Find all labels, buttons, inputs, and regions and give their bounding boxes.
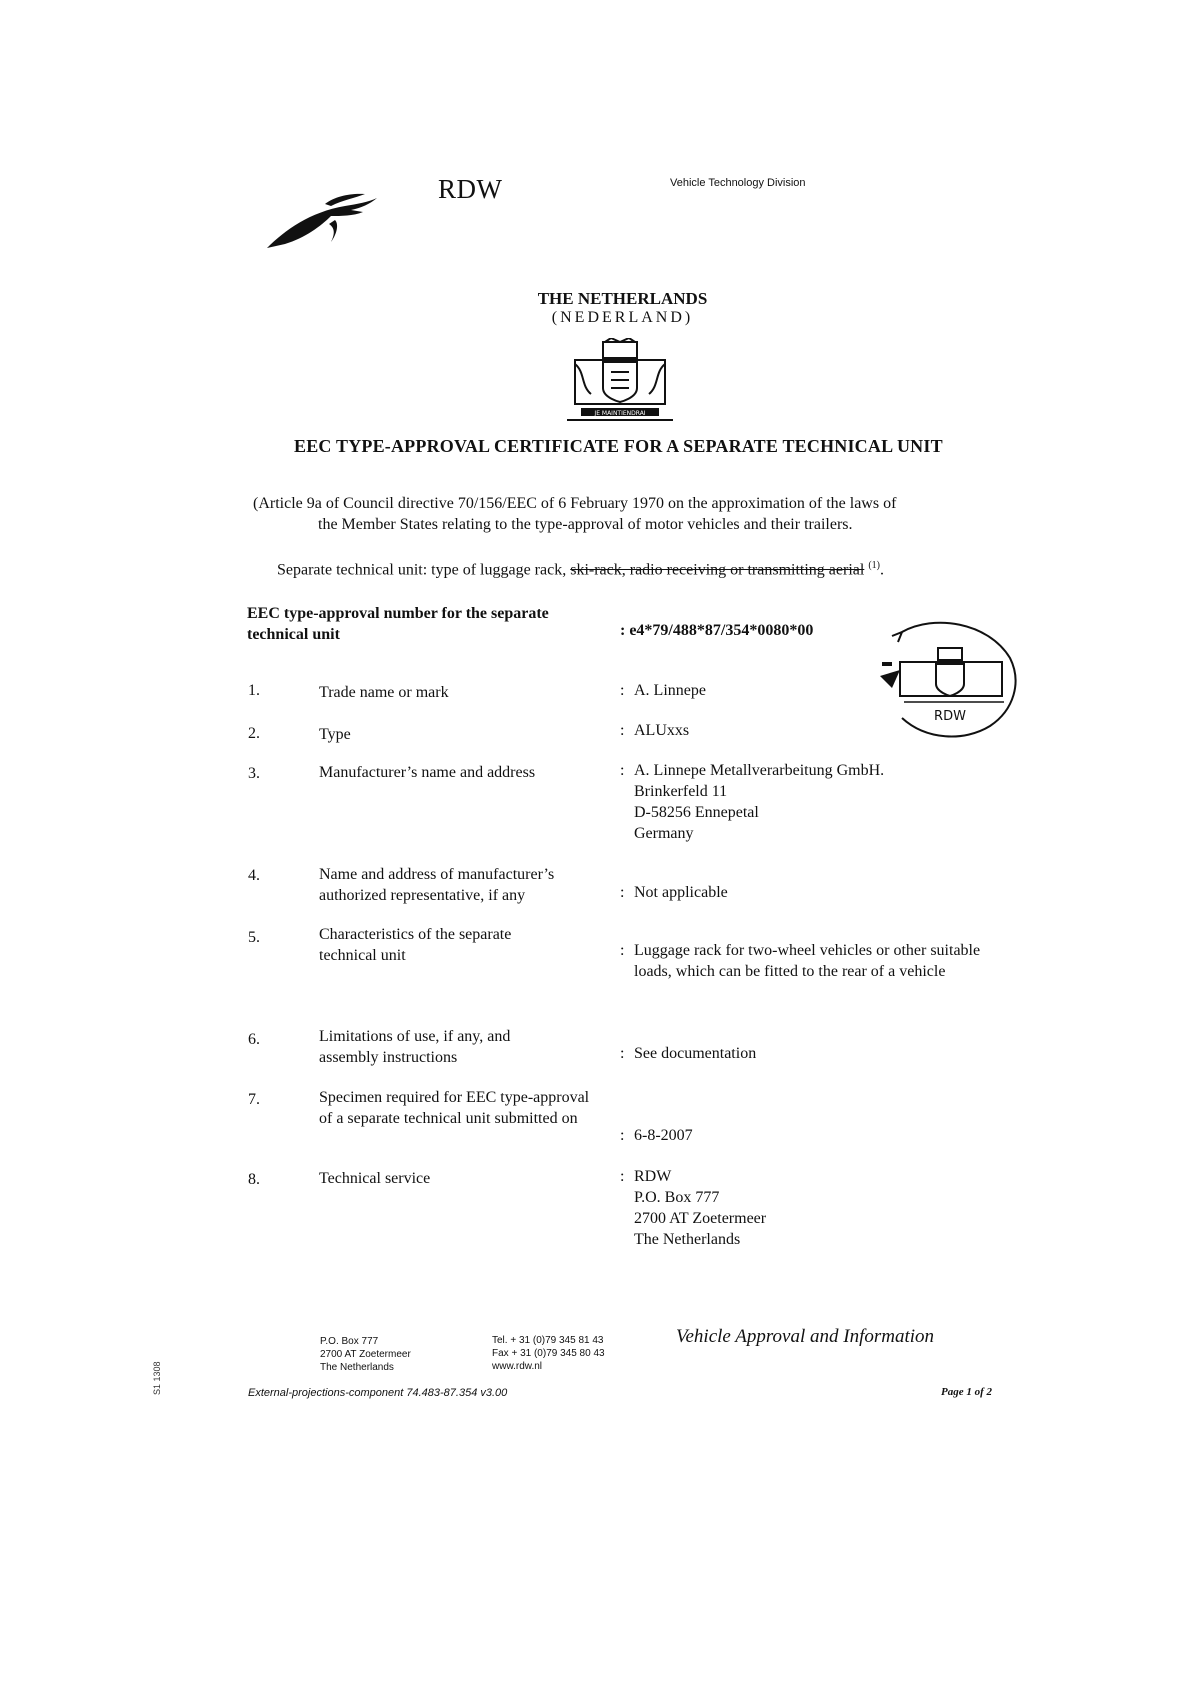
- item-3-value-line: Germany: [634, 825, 694, 842]
- page-number: Page 1 of 2: [941, 1386, 993, 1398]
- document-reference: External-projections-component 74.483-87.354 v3.00: [248, 1387, 508, 1399]
- item-3-value-line: D-58256 Ennepetal: [634, 804, 759, 821]
- item-7-number: 7.: [248, 1091, 260, 1108]
- item-2-value-line: ALUxxs: [634, 722, 690, 739]
- approval-number-label: EEC type-approval number for the separate technical unit: [247, 605, 549, 643]
- item-8-number: 8.: [248, 1171, 260, 1188]
- division-name: Vehicle Technology Division: [670, 177, 806, 189]
- item-3-value: [620, 760, 1015, 844]
- item-4-value: [620, 882, 1015, 903]
- item-5-label: Characteristics of the separate technical unit: [319, 926, 512, 964]
- coat-of-arms-icon: [561, 338, 679, 426]
- footer-fax: Fax + 31 (0)79 345 80 43: [492, 1348, 605, 1359]
- item-2-value: [620, 720, 1015, 741]
- item-6-label: Limitations of use, if any, and assembly instructions: [319, 1028, 511, 1066]
- item-7-value: [620, 1125, 1015, 1146]
- item-7-label: Specimen required for EEC type-approval of a separate technical unit submitted on: [319, 1089, 590, 1127]
- item-3-number: 3.: [248, 765, 260, 782]
- item-1-colon: :: [620, 682, 625, 699]
- item-8-value-line: RDW: [634, 1168, 672, 1185]
- item-6-value-line: See documentation: [634, 1045, 757, 1062]
- certificate-title: EEC TYPE-APPROVAL CERTIFICATE FOR A SEPARATE TECHNICAL UNIT: [294, 436, 943, 456]
- item-3-label: Manufacturer’s name and address: [319, 764, 536, 781]
- item-8-value: [620, 1166, 1015, 1250]
- item-1-label: Trade name or mark: [319, 684, 449, 701]
- footer-address-line: 2700 AT Zoetermeer: [320, 1349, 411, 1360]
- item-5-value-line: Luggage rack for two-wheel vehicles or other suitable loads, which can be fitted to the rear of a vehicle: [634, 942, 981, 980]
- item-4-colon: :: [620, 884, 625, 901]
- item-4-number: 4.: [248, 867, 260, 884]
- item-3-value-line: Brinkerfeld 11: [634, 783, 728, 800]
- item-4-label: Name and address of manufacturer’s authorized representative, if any: [319, 866, 555, 904]
- footer-address-line: The Netherlands: [320, 1362, 394, 1373]
- item-3-colon: :: [620, 762, 625, 779]
- country-name: THE NETHERLANDS: [537, 289, 708, 308]
- crest-motto: JE MAINTIENDRAI: [594, 410, 646, 417]
- item-6-colon: :: [620, 1045, 625, 1062]
- item-4-value-line: Not applicable: [634, 884, 728, 901]
- item-2-label: Type: [319, 726, 351, 743]
- footnote-ref: (1): [868, 560, 880, 571]
- item-8-value-line: 2700 AT Zoetermeer: [634, 1210, 767, 1227]
- item-6-number: 6.: [248, 1031, 260, 1048]
- item-5-colon: :: [620, 942, 625, 959]
- item-2-number: 2.: [248, 725, 260, 742]
- footer-phone: Tel. + 31 (0)79 345 81 43: [492, 1335, 604, 1346]
- item-3-value-line: A. Linnepe Metallverarbeitung GmbH.: [634, 762, 885, 779]
- item-8-colon: :: [620, 1168, 625, 1185]
- item-7-colon: :: [620, 1127, 625, 1144]
- item-5-value: [620, 940, 1010, 982]
- item-8-label: Technical service: [319, 1170, 431, 1187]
- separate-unit-type: [277, 560, 884, 579]
- item-7-value-line: 6-8-2007: [634, 1127, 693, 1144]
- item-5-number: 5.: [248, 929, 260, 946]
- side-margin-mark: S1 1308: [152, 1361, 162, 1395]
- item-2-colon: :: [620, 722, 625, 739]
- separate-unit-struck-options: ski-rack, radio receiving or transmitting aerial: [570, 561, 865, 579]
- org-title: RDW: [438, 174, 503, 204]
- item-1-value: [620, 680, 1015, 701]
- footer-website: www.rdw.nl: [492, 1361, 543, 1372]
- item-6-value: [620, 1043, 1015, 1064]
- country-local-name: (NEDERLAND): [551, 309, 694, 326]
- footer-brand: Vehicle Approval and Information: [676, 1326, 935, 1347]
- rdw-logo-icon: [265, 190, 385, 250]
- item-8-value-line: P.O. Box 777: [634, 1189, 720, 1206]
- stamp-text: RDW: [934, 709, 966, 724]
- footer-address-line: P.O. Box 777: [320, 1336, 379, 1347]
- article-text-line2: the Member States relating to the type-approval of motor vehicles and their trailers.: [318, 516, 853, 533]
- separate-unit-suffix: .: [880, 561, 884, 579]
- article-text-line1: (Article 9a of Council directive 70/156/EEC of 6 February 1970 on the approximation of the laws of: [253, 495, 897, 512]
- approval-number: : e4*79/488*87/354*0080*00: [620, 622, 814, 639]
- footer-address: [320, 1335, 411, 1374]
- item-1-number: 1.: [248, 682, 260, 699]
- separate-unit-prefix: Separate technical unit: type of luggage rack,: [277, 561, 571, 579]
- footer-contact: [492, 1334, 605, 1373]
- item-1-value-line: A. Linnepe: [634, 682, 706, 699]
- item-8-value-line: The Netherlands: [634, 1231, 741, 1248]
